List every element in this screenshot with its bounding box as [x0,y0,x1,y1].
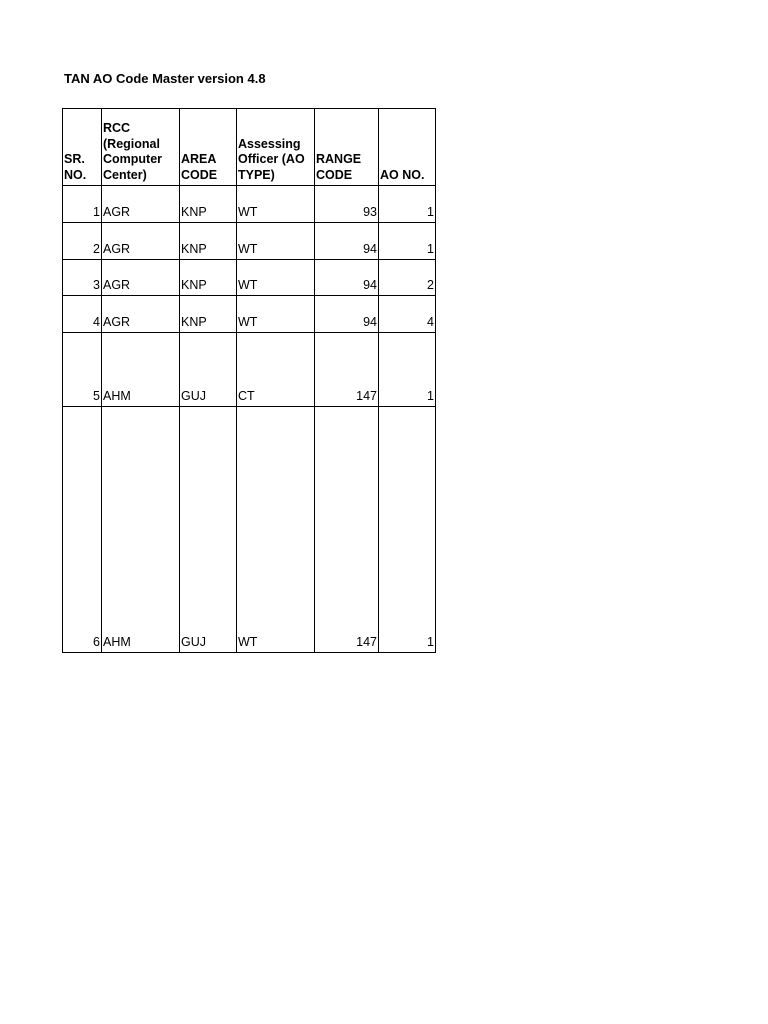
table-row [63,296,436,333]
cell-ao-no: 1 [379,333,436,407]
cell-area-code: GUJ [180,333,237,407]
cell-ao-type: WT [237,186,315,223]
cell-rcc: AHM [102,333,180,407]
cell-ao-type: WT [237,223,315,260]
header-sr-no: SR. NO. [63,109,102,186]
cell-range-code: 147 [315,407,379,653]
cell-area-code: KNP [180,296,237,333]
cell-ao-no: 1 [379,407,436,653]
cell-sr-no: 6 [63,407,102,653]
table-header-row [63,109,436,186]
cell-range-code: 94 [315,260,379,296]
header-range-code: RANGE CODE [315,109,379,186]
cell-ao-type: CT [237,333,315,407]
cell-ao-no: 4 [379,296,436,333]
cell-rcc: AGR [102,223,180,260]
header-rcc: RCC (Regional Computer Center) [102,109,180,186]
header-ao-no: AO NO. [379,109,436,186]
cell-ao-no: 1 [379,186,436,223]
table-row [63,407,436,653]
cell-sr-no: 2 [63,223,102,260]
table-row [63,260,436,296]
cell-sr-no: 5 [63,333,102,407]
cell-ao-type: WT [237,260,315,296]
table-row [63,223,436,260]
page-title: TAN AO Code Master version 4.8 [64,71,266,86]
cell-sr-no: 1 [63,186,102,223]
cell-sr-no: 3 [63,260,102,296]
cell-range-code: 94 [315,296,379,333]
cell-rcc: AGR [102,186,180,223]
cell-range-code: 94 [315,223,379,260]
cell-ao-no: 2 [379,260,436,296]
cell-area-code: GUJ [180,407,237,653]
ao-code-table [62,108,436,653]
header-area-code: AREA CODE [180,109,237,186]
cell-area-code: KNP [180,260,237,296]
cell-rcc: AGR [102,296,180,333]
cell-rcc: AGR [102,260,180,296]
cell-range-code: 93 [315,186,379,223]
table-row [63,186,436,223]
cell-area-code: KNP [180,223,237,260]
cell-sr-no: 4 [63,296,102,333]
table-row [63,333,436,407]
cell-rcc: AHM [102,407,180,653]
cell-ao-type: WT [237,296,315,333]
header-ao-type: Assessing Officer (AO TYPE) [237,109,315,186]
cell-range-code: 147 [315,333,379,407]
cell-area-code: KNP [180,186,237,223]
cell-ao-no: 1 [379,223,436,260]
cell-ao-type: WT [237,407,315,653]
